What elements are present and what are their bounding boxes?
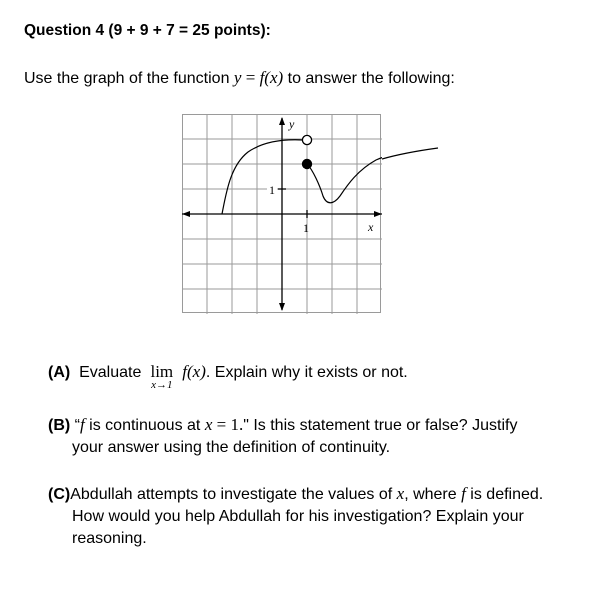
function-graph — [182, 114, 382, 314]
part-b-x: x — [204, 415, 213, 434]
part-b-label: (B) — [48, 417, 71, 434]
intro-text-before: Use the graph of the function — [24, 70, 234, 87]
part-a-f: f — [182, 362, 188, 381]
closed-circle-point — [302, 159, 312, 169]
part-b-text-after: " Is this statement true or false? Justify — [243, 417, 518, 434]
part-a — [48, 362, 408, 391]
part-c-x: x — [396, 484, 405, 503]
graph-axes — [182, 117, 382, 311]
intro-eq-f: f — [259, 68, 265, 87]
open-circle-point — [302, 135, 311, 144]
limit-lim: lim — [150, 362, 174, 381]
part-b-quote-open: “ — [74, 417, 80, 434]
intro-eq-y: y — [233, 68, 242, 87]
limit-notation — [146, 362, 178, 391]
part-b — [48, 414, 588, 459]
curve-right-branch — [307, 145, 382, 203]
part-c-text-before: Abdullah attempts to investigate the values of — [70, 486, 397, 503]
part-a-text-before: Evaluate — [79, 364, 146, 381]
x-axis-label: x — [368, 220, 374, 234]
part-a-label: (A) — [48, 364, 71, 381]
part-c-label: (C) — [48, 486, 71, 503]
part-b-line2: your answer using the definition of continuity. — [72, 439, 391, 456]
part-a-text-after: . Explain why it exists or not. — [205, 364, 408, 381]
part-b-text-mid: is continuous at — [84, 417, 205, 434]
part-b-eq: = 1. — [212, 415, 244, 434]
curve-tail-extension — [382, 138, 442, 168]
curve-tail — [382, 148, 438, 159]
question-title: Question 4 (9 + 9 + 7 = 25 points): — [24, 22, 271, 39]
x-axis-arrow-left — [182, 211, 190, 217]
question-intro — [24, 68, 455, 88]
part-a-arg: (x) — [187, 362, 206, 381]
y-axis-arrow-up — [279, 117, 285, 125]
x-tick-label: 1 — [303, 221, 309, 235]
part-c-line2: How would you help Abdullah for his investigation? Explain your — [72, 508, 524, 525]
intro-eq-equals: = — [241, 68, 260, 87]
intro-eq-x: (x) — [264, 68, 284, 87]
y-axis-label: y — [289, 117, 295, 131]
y-tick-label: 1 — [269, 183, 275, 197]
intro-text-after: to answer the following: — [283, 70, 455, 87]
part-b-f: f — [80, 415, 85, 434]
y-axis-arrow-down — [279, 303, 285, 311]
part-c-text-after: is defined. — [465, 486, 544, 503]
part-c-f: f — [461, 484, 466, 503]
part-c-text-mid: , where — [404, 486, 462, 503]
curve-left-branch — [222, 140, 303, 214]
part-c — [48, 483, 608, 550]
function-curve — [222, 140, 382, 214]
part-c-line3: reasoning. — [72, 530, 147, 547]
limit-subscript: x→1 — [151, 379, 173, 391]
